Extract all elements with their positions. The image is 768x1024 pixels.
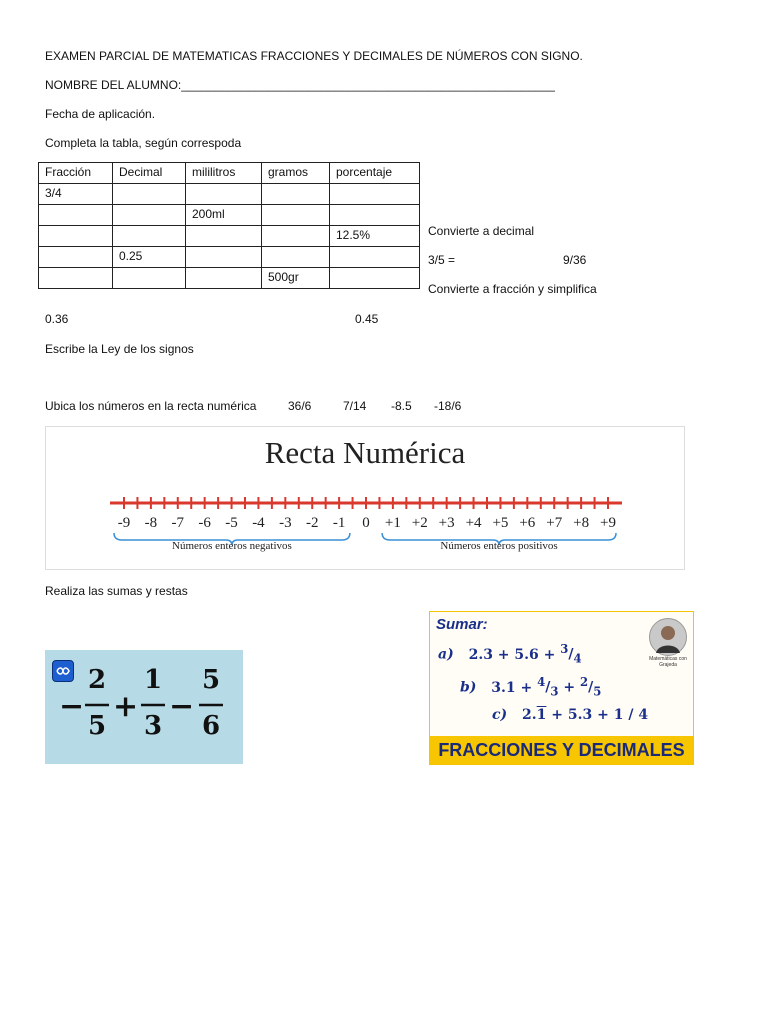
- decimal-exercise-b: 9/36: [563, 253, 587, 267]
- decimal-instruction: Convierte a decimal: [428, 224, 535, 238]
- sum-item-label: b): [460, 679, 477, 696]
- numberline-number: 36/6: [288, 399, 312, 413]
- table-cell[interactable]: [330, 268, 420, 289]
- table-cell[interactable]: [39, 247, 113, 268]
- number-line-label: -6: [198, 515, 211, 531]
- fraction-denominator: 3: [143, 711, 163, 741]
- fraction-exercise-b: 0.45: [355, 312, 379, 326]
- table-cell[interactable]: 0.25: [113, 247, 186, 268]
- avatar: [649, 618, 687, 656]
- table-cell[interactable]: [262, 205, 330, 226]
- table-cell[interactable]: [186, 268, 262, 289]
- signs-instruction: Escribe la Ley de los signos: [45, 342, 194, 356]
- avatar-caption: Matemáticas con Grajeda: [649, 656, 687, 668]
- number-line-label: -4: [252, 515, 265, 531]
- sums-instruction: Realiza las sumas y restas: [45, 584, 188, 598]
- table-cell[interactable]: [113, 268, 186, 289]
- sum-item-label: a): [438, 646, 454, 663]
- fraction-exercise-a: 0.36: [45, 312, 69, 326]
- table-row: [39, 184, 420, 205]
- header-cell: Fracción: [39, 163, 113, 184]
- table-cell[interactable]: [186, 184, 262, 205]
- table-row: [39, 205, 420, 226]
- fraction-denominator: 4: [573, 651, 582, 666]
- sum-item-expr: 3.1 +: [491, 679, 538, 696]
- numberline-instruction: Ubica los números en la recta numérica: [45, 399, 257, 413]
- fraction-numerator: 3: [560, 642, 569, 656]
- number-line-title: Recta Numérica: [264, 435, 466, 470]
- number-line-label: +1: [384, 515, 401, 531]
- sum-item-label: c): [492, 707, 508, 723]
- number-line-label: +2: [411, 515, 428, 531]
- sum-item-expr: 2.3 + 5.6 +: [468, 646, 561, 663]
- fraction-instruction: Convierte a fracción y simplifica: [428, 282, 597, 296]
- positive-caption: Números enteros positivos: [440, 540, 558, 552]
- exam-title: EXAMEN PARCIAL DE MATEMATICAS FRACCIONES Y DECIMALES DE NÚMEROS CON SIGNO.: [45, 49, 583, 63]
- fraction-numerator: 2: [87, 665, 107, 695]
- numberline-number: 7/14: [343, 399, 367, 413]
- fraction-sign: +: [113, 689, 139, 724]
- header-cell: gramos: [262, 163, 330, 184]
- sum-card-banner: FRACCIONES Y DECIMALES: [430, 736, 693, 764]
- table-cell[interactable]: [39, 226, 113, 247]
- table-cell[interactable]: [113, 226, 186, 247]
- fraction-numerator: 4: [537, 675, 546, 689]
- number-line-label: 0: [362, 515, 370, 531]
- table-cell[interactable]: [186, 247, 262, 268]
- conversion-table: [38, 162, 420, 289]
- fraction-expression: [45, 650, 243, 764]
- fraction-denominator: 6: [201, 711, 221, 741]
- sum-item-plus: +: [558, 679, 580, 696]
- sum-item-b: b) $3.1 + ^4/_3 + ^2/_5$: [460, 675, 602, 699]
- date-label: Fecha de aplicación.: [45, 107, 156, 121]
- number-line-label: -5: [225, 515, 238, 531]
- table-cell[interactable]: 500gr: [262, 268, 330, 289]
- sum-item-expr: 2.: [522, 707, 537, 723]
- table-row: [39, 247, 420, 268]
- sum-card-image: [429, 611, 694, 765]
- table-cell[interactable]: [39, 205, 113, 226]
- number-line-label: +7: [546, 515, 563, 531]
- fraction-expression-image: [45, 650, 243, 764]
- sum-item-c: [492, 707, 648, 723]
- fraction-sign: −: [169, 689, 195, 724]
- student-name-line: NOMBRE DEL ALUMNO:________________________________________________________: [45, 78, 555, 92]
- table-instruction: Completa la tabla, según correspoda: [45, 136, 242, 150]
- negative-caption: Números enteros negativos: [172, 540, 292, 552]
- number-line-label: +4: [465, 515, 482, 531]
- header-cell: mililitros: [186, 163, 262, 184]
- table-cell[interactable]: [262, 184, 330, 205]
- number-line-label: -3: [279, 515, 292, 531]
- number-line-label: +8: [573, 515, 590, 531]
- table-cell[interactable]: 12.5%: [330, 226, 420, 247]
- number-line-figure: [45, 426, 685, 570]
- decimal-exercise-a: 3/5 =: [428, 253, 456, 267]
- table-cell[interactable]: [113, 205, 186, 226]
- numberline-number: -18/6: [434, 399, 462, 413]
- fraction-denominator: 3: [550, 684, 559, 699]
- number-line-graphic: [46, 427, 684, 569]
- fraction-numerator: 1: [143, 665, 163, 695]
- number-line-label: -7: [171, 515, 185, 531]
- table-cell[interactable]: [330, 184, 420, 205]
- table-cell[interactable]: 200ml: [186, 205, 262, 226]
- table-cell[interactable]: [262, 247, 330, 268]
- table-row: [39, 268, 420, 289]
- sum-card-title: Sumar:: [436, 616, 488, 633]
- fraction-numerator: 2: [580, 675, 589, 689]
- header-cell: Decimal: [113, 163, 186, 184]
- fraction-sign: −: [59, 689, 85, 724]
- table-row: [39, 226, 420, 247]
- numberline-number: -8.5: [391, 399, 412, 413]
- fraction-denominator: 5: [593, 684, 602, 699]
- number-line-label: +6: [519, 515, 536, 531]
- table-cell[interactable]: [330, 247, 420, 268]
- number-line-label: +5: [492, 515, 509, 531]
- sum-item-expr-rest: + 5.3 + 1 / 4: [546, 707, 649, 723]
- fraction-denominator: 5: [87, 711, 107, 741]
- table-cell[interactable]: 3/4: [39, 184, 113, 205]
- number-line-label: -2: [305, 515, 319, 531]
- table-cell[interactable]: [330, 205, 420, 226]
- table-cell[interactable]: [113, 184, 186, 205]
- number-line-label: -8: [144, 515, 158, 531]
- fraction-numerator: 5: [201, 665, 221, 695]
- table-header-row: [39, 163, 420, 184]
- number-line-label: -9: [117, 515, 131, 531]
- sum-item-a: a) $2.3 + 5.6 + ^3/_4$: [438, 642, 582, 666]
- header-cell: porcentaje: [330, 163, 420, 184]
- number-line-label: +3: [438, 515, 455, 531]
- table-cell[interactable]: [186, 226, 262, 247]
- repeating-digit: 1: [536, 707, 547, 723]
- number-line-label: +9: [600, 515, 616, 531]
- number-line-label: -1: [332, 515, 346, 531]
- table-cell[interactable]: [39, 268, 113, 289]
- table-cell[interactable]: [262, 226, 330, 247]
